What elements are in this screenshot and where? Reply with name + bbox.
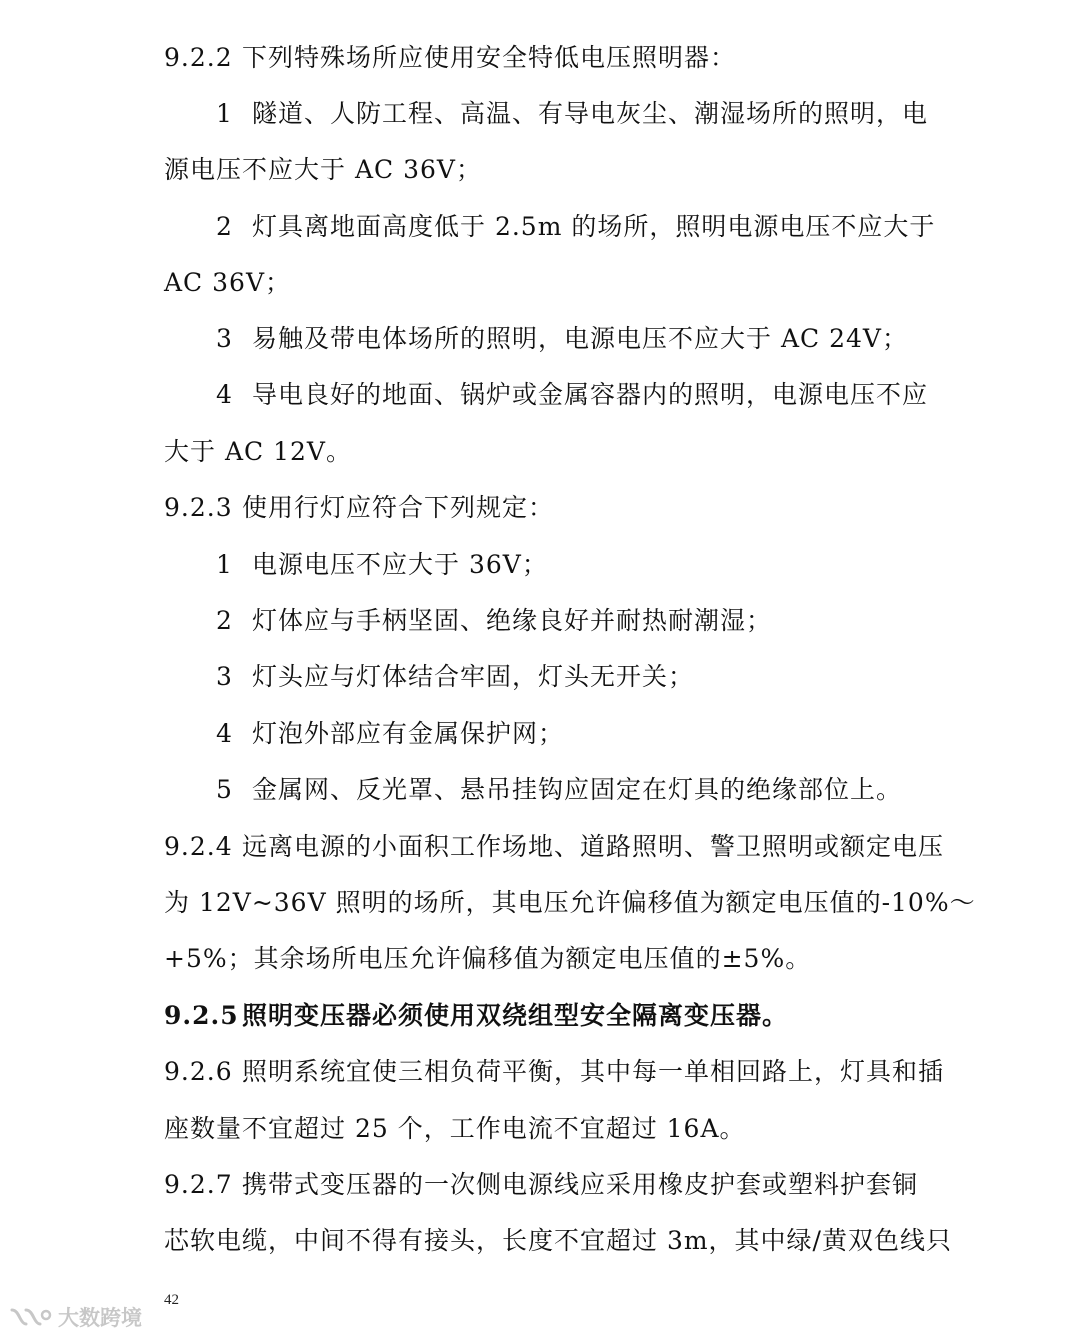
clause-number: 9.2.5: [164, 1001, 239, 1030]
clause-9-2-6: [164, 1055, 944, 1089]
item-text: 灯头应与灯体结合牢固，灯头无开关；: [252, 662, 695, 691]
clause-number: 9.2.3: [164, 493, 233, 522]
item-text: 电源电压不应大于 36V；: [252, 550, 548, 579]
clause-number: 9.2.7: [164, 1170, 233, 1199]
item-number: 4: [216, 719, 233, 748]
clause-9-2-7: [164, 1168, 918, 1202]
item-5: [216, 773, 902, 807]
continuation-line: [164, 942, 811, 976]
line-text: 座数量不宜超过 25 个，工作电流不宜超过 16A。: [164, 1114, 746, 1143]
clause-text: 携带式变压器的一次侧电源线应采用橡皮护套或塑料护套铜: [242, 1170, 919, 1199]
item-number: 3: [216, 662, 233, 691]
clause-text: 照明系统宜使三相负荷平衡，其中每一单相回路上，灯具和插: [242, 1057, 945, 1086]
line-text: AC 36V；: [164, 268, 291, 297]
page-number: 42: [164, 1292, 179, 1308]
continuation-line: [164, 886, 976, 920]
line-text: 为 12V~36V 照明的场所，其电压允许偏移值为额定电压值的-10%～: [164, 888, 976, 917]
item-3: [216, 660, 694, 694]
item-number: 1: [216, 550, 233, 579]
item-text: 隧道、人防工程、高温、有导电灰尘、潮湿场所的照明，电: [252, 99, 929, 128]
continuation-line: [164, 266, 291, 300]
item-2: [216, 210, 935, 244]
item-4: [216, 378, 928, 412]
clause-9-2-3: [164, 491, 554, 525]
clause-text: 远离电源的小面积工作场地、道路照明、警卫照明或额定电压: [242, 832, 945, 861]
line-text: 源电压不应大于 AC 36V；: [164, 155, 482, 184]
line-text: 大于 AC 12V。: [164, 437, 352, 466]
line-text: 芯软电缆，中间不得有接头，长度不宜超过 3m，其中绿/黄双色线只: [164, 1226, 952, 1255]
line-text: +5%；其余场所电压允许偏移值为额定电压值的±5%。: [164, 944, 812, 973]
watermark: [8, 1302, 142, 1332]
item-2: [216, 604, 772, 638]
clause-number: 9.2.2: [164, 43, 233, 72]
item-text: 易触及带电体场所的照明，电源电压不应大于 AC 24V；: [252, 324, 908, 353]
item-4: [216, 717, 564, 751]
item-number: 4: [216, 380, 233, 409]
item-1: [216, 548, 548, 582]
item-number: 3: [216, 324, 233, 353]
item-text: 灯体应与手柄坚固、绝缘良好并耐热耐潮湿；: [252, 606, 773, 635]
item-number: 1: [216, 99, 233, 128]
item-number: 2: [216, 212, 233, 241]
continuation-line: [164, 435, 352, 469]
clause-number: 9.2.6: [164, 1057, 233, 1086]
item-text: 金属网、反光罩、悬吊挂钩应固定在灯具的绝缘部位上。: [252, 775, 903, 804]
continuation-line: [164, 153, 482, 187]
clause-text: 下列特殊场所应使用安全特低电压照明器：: [242, 43, 737, 72]
item-text: 灯具离地面高度低于 2.5m 的场所，照明电源电压不应大于: [252, 212, 936, 241]
item-3: [216, 322, 908, 356]
continuation-line: [164, 1112, 746, 1146]
item-1: [216, 97, 928, 131]
item-text: 导电良好的地面、锅炉或金属容器内的照明，电源电压不应: [252, 380, 929, 409]
clause-text: 照明变压器必须使用双绕组型安全隔离变压器。: [242, 1001, 789, 1030]
clause-9-2-4: [164, 830, 944, 864]
wechat-channel-logo-icon: [8, 1304, 52, 1330]
item-number: 5: [216, 775, 233, 804]
clause-number: 9.2.4: [164, 832, 233, 861]
watermark-text: 大数跨境: [58, 1306, 142, 1330]
clause-9-2-2: [164, 41, 736, 75]
item-text: 灯泡外部应有金属保护网；: [252, 719, 565, 748]
item-number: 2: [216, 606, 233, 635]
clause-text: 使用行灯应符合下列规定：: [242, 493, 555, 522]
continuation-line: [164, 1224, 952, 1258]
clause-9-2-5: [164, 999, 788, 1033]
